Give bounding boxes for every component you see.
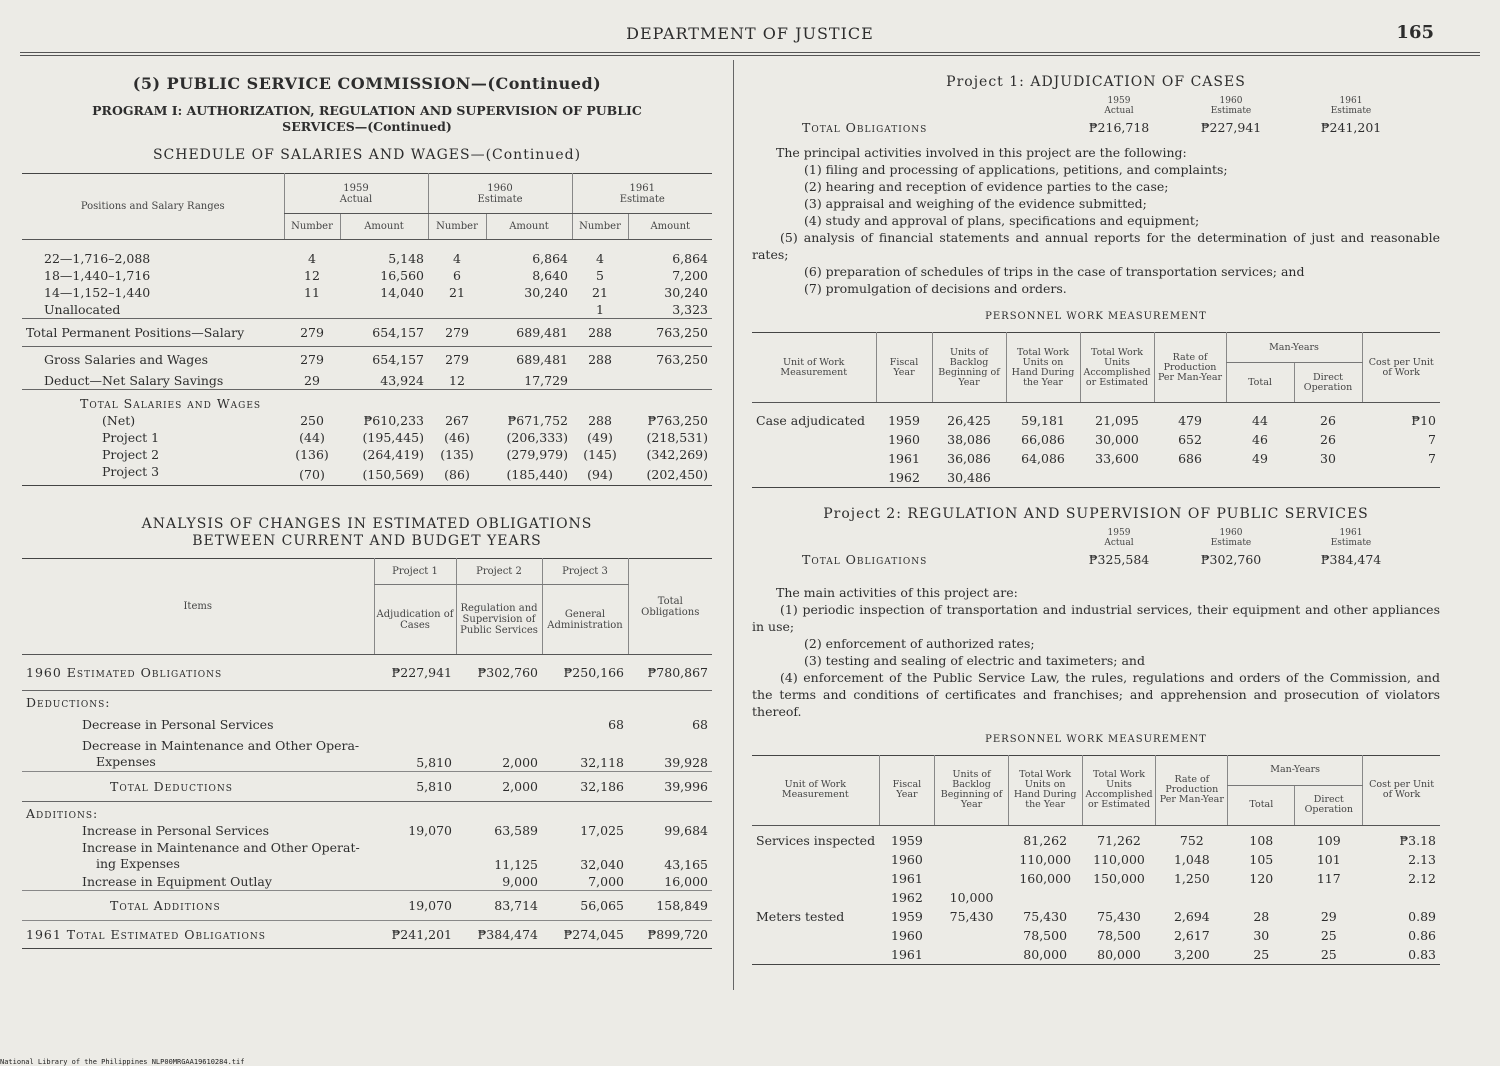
table-row: 1961 Total Estimated Obligations ₱241,201 ₱384,474 ₱274,045 ₱899,720 bbox=[22, 921, 712, 949]
project-2-intro: The main activities of this project are: bbox=[776, 584, 1018, 600]
col-total: Total Obligations bbox=[628, 559, 712, 655]
page-number: 165 bbox=[1396, 22, 1434, 43]
col-rate: Rate of Production Per Man-Year bbox=[1154, 333, 1226, 403]
analysis-table bbox=[22, 558, 712, 949]
project-1-intro: The principal activities involved in this project are the following: bbox=[776, 145, 1187, 160]
list-item: (3) appraisal and weighing of the evidence submitted; bbox=[804, 196, 1147, 211]
table-row: Additions: bbox=[22, 802, 712, 823]
col-unit: Unit of Work Measurement bbox=[752, 755, 879, 825]
col-1961: 1961 Estimate bbox=[572, 174, 712, 214]
col-fiscal-year: Fiscal Year bbox=[879, 755, 935, 825]
list-item: (4) study and approval of plans, specifications and equipment; bbox=[804, 213, 1200, 228]
table-row: Deduct—Net Salary Savings 29 43,924 12 17,729 bbox=[44, 373, 568, 388]
table-row: 1960 Estimated Obligations ₱227,941 ₱302,760 ₱250,166 ₱780,867 bbox=[26, 665, 708, 680]
col-number: Number bbox=[284, 214, 340, 240]
col-project-3-desc: General Administration bbox=[542, 585, 628, 655]
col-unit: Unit of Work Measurement bbox=[752, 333, 876, 403]
list-item: (7) promulgation of decisions and orders. bbox=[804, 281, 1067, 296]
col-amount: Amount bbox=[628, 214, 712, 240]
salary-schedule-table bbox=[22, 173, 712, 486]
table-row: Gross Salaries and Wages 279 654,157 279 689,481 288 763,250 bbox=[22, 346, 712, 372]
table-row: (Net) 250 ₱610,233 267 ₱671,752 288 ₱763,250 bbox=[102, 413, 708, 428]
col-cost: Cost per Unit of Work bbox=[1362, 333, 1440, 403]
col-on-hand: Total Work Units on Hand During the Year bbox=[1008, 755, 1082, 825]
pwm-title-1: PERSONNEL WORK MEASUREMENT bbox=[985, 311, 1207, 322]
col-backlog: Units of Backlog Beginning of Year bbox=[935, 755, 1009, 825]
table-row: 1962 30,486 bbox=[752, 468, 1440, 488]
col-accomplished: Total Work Units Accomplished or Estimated bbox=[1082, 755, 1156, 825]
list-item: (3) testing and sealing of electric and taximeters; and bbox=[804, 652, 1145, 668]
col-project-3: Project 3 bbox=[542, 559, 628, 585]
col-backlog: Units of Backlog Beginning of Year bbox=[932, 333, 1006, 403]
col-amount: Amount bbox=[340, 214, 428, 240]
table-row: Project 3 (70) (150,569) (86) (185,440) (94) (202,450) bbox=[22, 463, 712, 486]
running-head: DEPARTMENT OF JUSTICE bbox=[626, 24, 874, 43]
table-row: Case adjudicated 1959 26,425 59,181 21,095 479 44 26 ₱10 bbox=[756, 412, 1436, 428]
list-item: (2) enforcement of authorized rates; bbox=[804, 635, 1035, 651]
right-column bbox=[752, 62, 1440, 965]
table-row: Project 1 (44) (195,445) (46) (206,333) (49) (218,531) bbox=[102, 430, 708, 445]
col-project-1: Project 1 bbox=[374, 559, 456, 585]
table-row: Deductions: bbox=[22, 691, 712, 712]
col-fiscal-year: Fiscal Year bbox=[876, 333, 932, 403]
col-man-years: Man-Years bbox=[1226, 333, 1362, 363]
project-1-title: Project 1: ADJUDICATION OF CASES bbox=[946, 74, 1246, 90]
col-rate: Rate of Production Per Man-Year bbox=[1156, 755, 1228, 825]
col-on-hand: Total Work Units on Hand During the Year bbox=[1006, 333, 1080, 403]
col-number: Number bbox=[428, 214, 486, 240]
table-row: Services inspected 1959 81,262 71,262 752 108 109 ₱3.18 bbox=[756, 833, 1436, 848]
personnel-work-table-1 bbox=[752, 332, 1440, 488]
col-project-1-desc: Adjudication of Cases bbox=[374, 585, 456, 655]
schedule-title: SCHEDULE OF SALARIES AND WAGES—(Continued) bbox=[152, 147, 582, 163]
table-row: Total Salaries and Wages bbox=[22, 390, 712, 413]
section-title: (5) PUBLIC SERVICE COMMISSION—(Continued) bbox=[132, 74, 602, 93]
list-item: (1) filing and processing of applications, petitions, and complaints; bbox=[804, 162, 1228, 177]
project-2-title: Project 2: REGULATION AND SUPERVISION OF PUBLIC SERVICES bbox=[823, 505, 1369, 522]
table-row: Meters tested 1959 75,430 75,430 75,430 2,694 28 29 0.89 bbox=[756, 909, 1436, 924]
col-cost: Cost per Unit of Work bbox=[1363, 755, 1440, 825]
project-2-obligations: 1959 Actual 1960 Estimate 1961 Estimate Total Obligations ₱325,584 ₱302,760 ₱384,474 bbox=[802, 527, 1382, 567]
table-row: 1960 38,086 66,086 30,000 652 46 26 7 bbox=[888, 431, 1436, 447]
col-number: Number bbox=[572, 214, 628, 240]
program-title: PROGRAM I: AUTHORIZATION, REGULATION AND SUPERVISION OF PUBLIC SERVICES—(Continued) bbox=[92, 103, 642, 134]
table-row: 1960 78,500 78,500 2,617 30 25 0.86 bbox=[891, 928, 1436, 943]
table-row: Total Deductions 5,810 2,000 32,186 39,996 bbox=[22, 772, 712, 802]
table-row: 18—1,440–1,716 12 16,560 6 8,640 5 7,200 bbox=[44, 267, 708, 283]
list-item: (1) periodic inspection of transportation and industrial services, their equipment and other appliances in use; bbox=[752, 601, 1440, 634]
table-row: Project 2 (136) (264,419) (135) (279,979) (145) (342,269) bbox=[102, 447, 708, 462]
list-item: (2) hearing and reception of evidence parties to the case; bbox=[804, 179, 1169, 194]
table-row: 1961 80,000 80,000 3,200 25 25 0.83 bbox=[752, 945, 1440, 965]
table-row: 1960 110,000 110,000 1,048 105 101 2.13 bbox=[891, 852, 1436, 867]
project-1-obligations: 1959 Actual 1960 Estimate 1961 Estimate Total Obligations ₱216,718 ₱227,941 ₱241,201 bbox=[802, 96, 1382, 135]
personnel-work-table-2 bbox=[752, 755, 1440, 966]
scan-watermark: National Library of the Philippines NLP00MRGAA19610284.tif bbox=[0, 1058, 245, 1066]
col-man-years: Man-Years bbox=[1228, 755, 1363, 785]
analysis-title: ANALYSIS OF CHANGES IN ESTIMATED OBLIGATIONS BETWEEN CURRENT AND BUDGET YEARS bbox=[141, 516, 593, 549]
table-row: Increase in Maintenance and Other Operat- ing Expenses 11,125 32,040 43,165 bbox=[82, 840, 708, 872]
table-row: Decrease in Maintenance and Other Opera- Expenses 5,810 2,000 32,118 39,928 bbox=[82, 738, 708, 770]
header-rule bbox=[20, 52, 1480, 56]
col-project-2: Project 2 bbox=[456, 559, 542, 585]
table-row: Total Additions 19,070 83,714 56,065 158,849 bbox=[22, 891, 712, 921]
table-row: 1961 36,086 64,086 33,600 686 49 30 7 bbox=[888, 450, 1436, 466]
table-row: 22—1,716–2,088 4 5,148 4 6,864 4 6,864 bbox=[44, 250, 708, 266]
col-positions: Positions and Salary Ranges bbox=[22, 174, 284, 240]
col-total: Total bbox=[1228, 785, 1295, 825]
table-row: Total Permanent Positions—Salary 279 654,157 279 689,481 288 763,250 bbox=[22, 318, 712, 346]
col-direct: Direct Operation bbox=[1294, 363, 1362, 403]
col-direct: Direct Operation bbox=[1295, 785, 1363, 825]
col-1960: 1960 Estimate bbox=[428, 174, 572, 214]
list-item: (4) enforcement of the Public Service Law, the rules, regulations and orders of the Commission, and the terms and conditions of certificates and franchises; and apprehension and prosecution of violators thereof. bbox=[752, 669, 1440, 719]
list-item: (6) preparation of schedules of trips in the case of transportation services; and bbox=[804, 264, 1305, 279]
table-row: 1961 160,000 150,000 1,250 120 117 2.12 bbox=[891, 871, 1436, 886]
col-accomplished: Total Work Units Accomplished or Estimated bbox=[1080, 333, 1154, 403]
table-row: Increase in Equipment Outlay 9,000 7,000 16,000 bbox=[82, 874, 708, 889]
col-items: Items bbox=[22, 559, 374, 655]
table-row: 1962 10,000 bbox=[891, 890, 994, 905]
col-1959: 1959 Actual bbox=[284, 174, 428, 214]
pwm-title-2: PERSONNEL WORK MEASUREMENT bbox=[985, 733, 1207, 745]
col-project-2-desc: Regulation and Supervision of Public Services bbox=[456, 585, 542, 655]
table-row: Increase in Personal Services 19,070 63,589 17,025 99,684 bbox=[82, 823, 708, 838]
list-item: (5) analysis of financial statements and annual reports for the determination of just and reasonable rates; bbox=[752, 230, 1440, 262]
table-row: Decrease in Personal Services 68 68 bbox=[82, 716, 708, 732]
table-row: Unallocated 1 3,323 bbox=[44, 301, 708, 317]
table-row: 14—1,152–1,440 11 14,040 21 30,240 21 30,240 bbox=[44, 284, 708, 300]
left-column bbox=[22, 62, 712, 949]
col-total: Total bbox=[1226, 363, 1294, 403]
page-header bbox=[20, 18, 1480, 58]
column-divider bbox=[733, 60, 734, 990]
col-amount: Amount bbox=[486, 214, 572, 240]
